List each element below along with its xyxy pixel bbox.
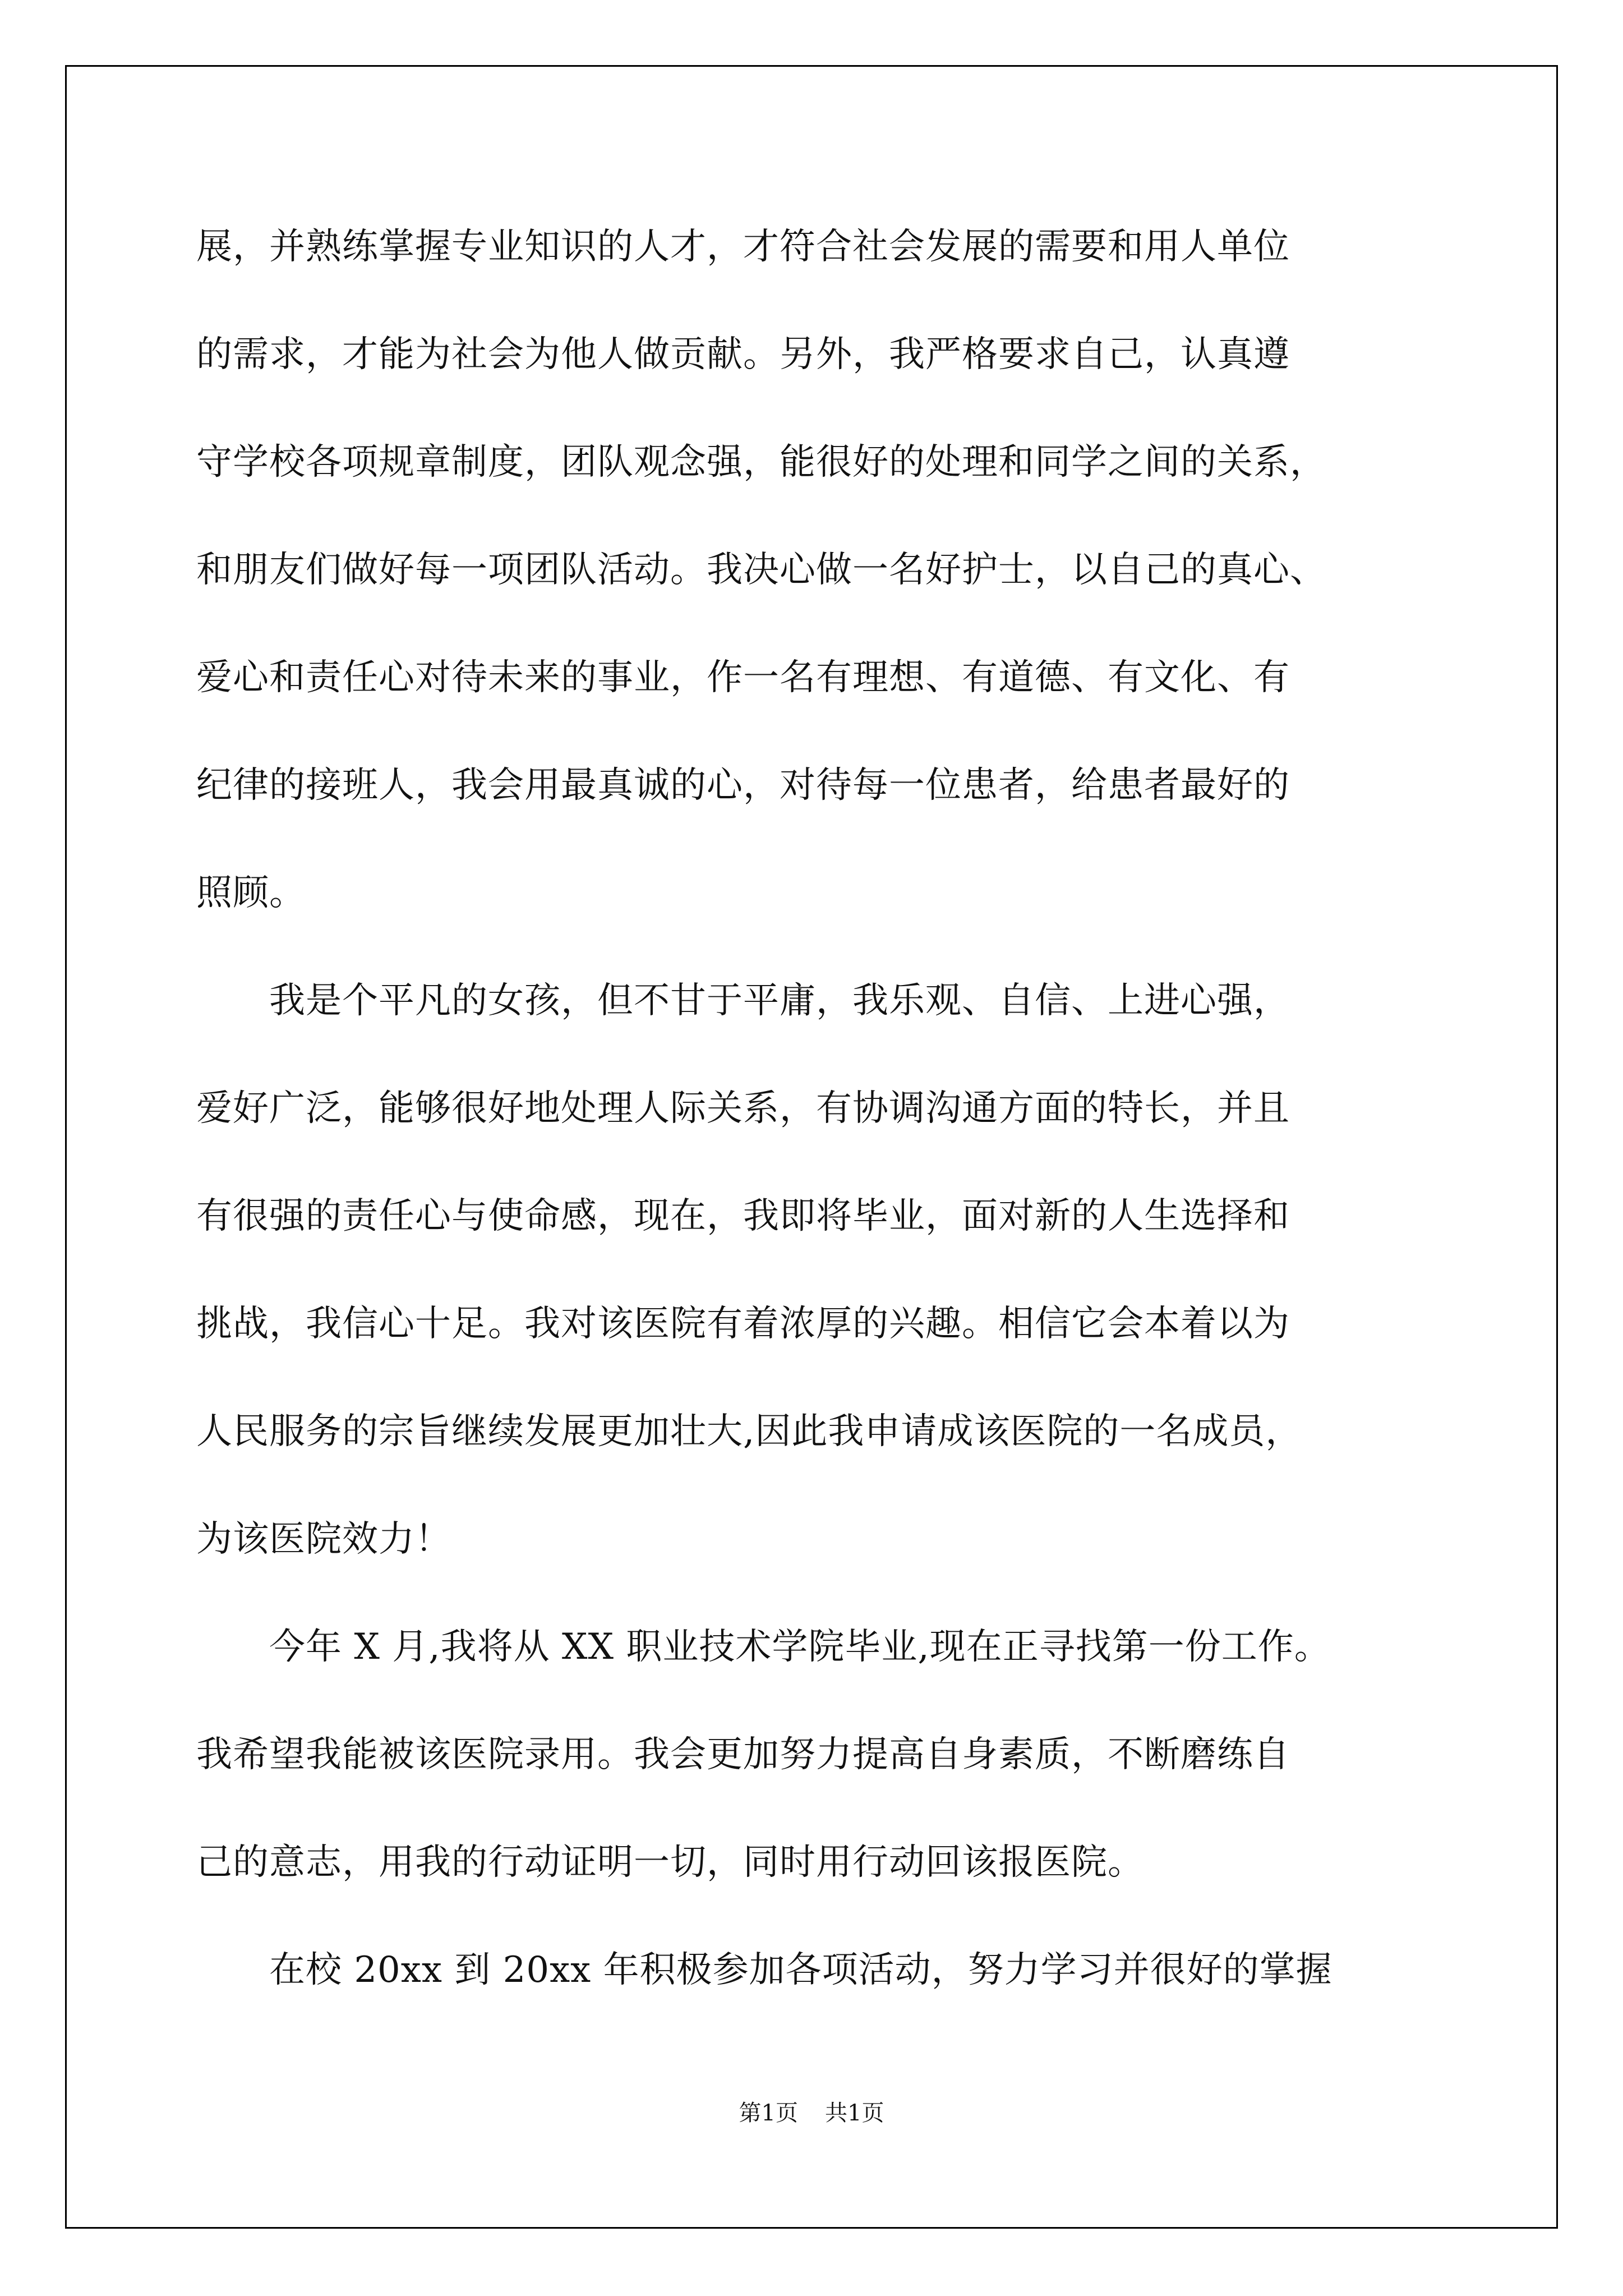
text-line: 人民服务的宗旨继续发展更加壮大,因此我申请成该医院的一名成员，	[196, 1411, 1302, 1452]
text-line: 守学校各项规章制度，团队观念强，能很好的处理和同学之间的关系，	[196, 441, 1326, 483]
text-line: 爱心和责任心对待未来的事业，作一名有理想、有道德、有文化、有	[196, 657, 1290, 698]
page-footer	[0, 2095, 1623, 2127]
page-total: 共1页	[825, 2100, 884, 2126]
text-line: 的需求，才能为社会为他人做贡献。另外，我严格要求自己，认真遵	[196, 334, 1290, 375]
text-line: 今年 X 月,我将从 XX 职业技术学院毕业,现在正寻找第一份工作。	[196, 1626, 1331, 1668]
text-line: 我希望我能被该医院录用。我会更加努力提高自身素质，不断磨练自	[196, 1734, 1290, 1775]
text-line: 己的意志，用我的行动证明一切，同时用行动回该报医院。	[196, 1842, 1144, 1883]
text-line: 在校 20xx 到 20xx 年积极参加各项活动，努力学习并很好的掌握	[196, 1949, 1332, 1991]
page-number: 第1页	[739, 2100, 798, 2126]
text-line: 纪律的接班人，我会用最真诚的心，对待每一位患者，给患者最好的	[196, 765, 1290, 806]
text-line: 我是个平凡的女孩，但不甘于平庸，我乐观、自信、上进心强，	[196, 980, 1290, 1022]
text-line: 照顾。	[196, 872, 306, 914]
document-body	[196, 208, 1430, 2039]
text-line: 有很强的责任心与使命感，现在，我即将毕业，面对新的人生选择和	[196, 1195, 1290, 1237]
text-line: 为该医院效力！	[196, 1519, 451, 1560]
text-line: 爱好广泛，能够很好地处理人际关系，有协调沟通方面的特长，并且	[196, 1088, 1290, 1129]
text-line: 挑战，我信心十足。我对该医院有着浓厚的兴趣。相信它会本着以为	[196, 1303, 1290, 1345]
text-line: 展，并熟练掌握专业知识的人才，才符合社会发展的需要和用人单位	[196, 226, 1290, 268]
text-line: 和朋友们做好每一项团队活动。我决心做一名好护士，以自己的真心、	[196, 549, 1326, 591]
